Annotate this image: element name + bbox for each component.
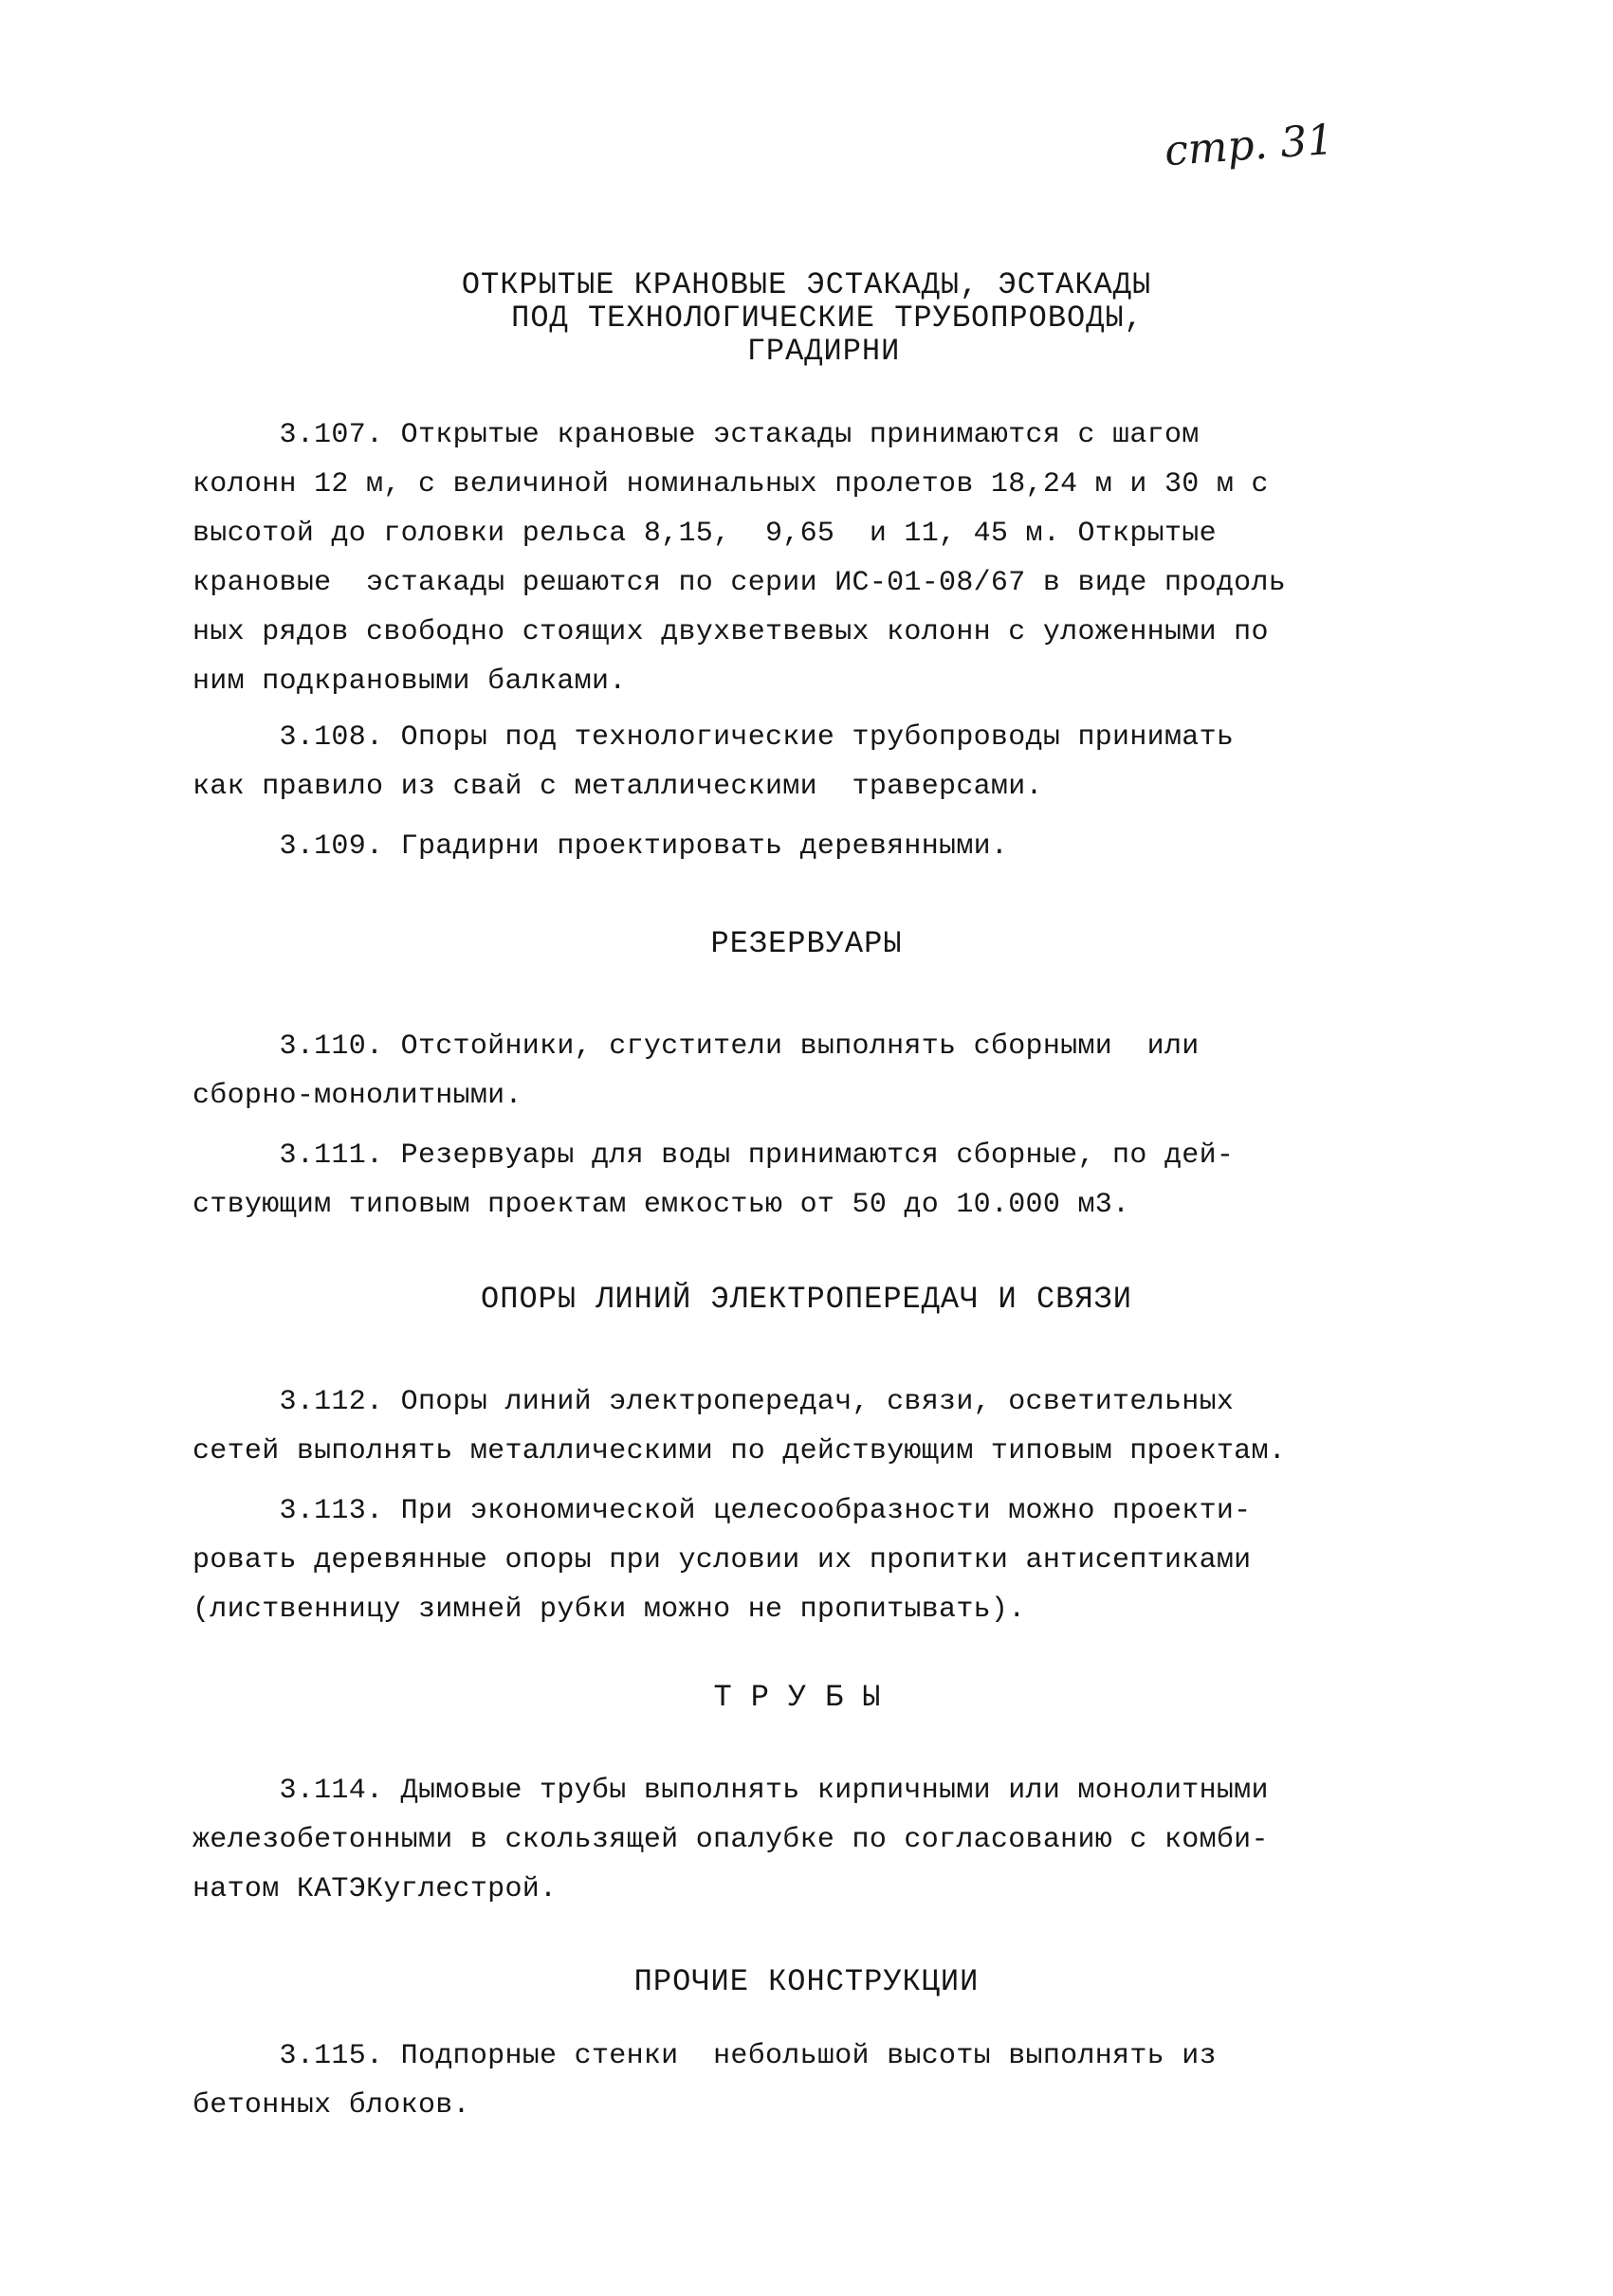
paragraph-3-111 — [192, 1131, 1454, 1230]
text-line: (лиственницу зимней рубки можно не пропитывать). — [192, 1594, 1026, 1626]
text-line: 3.110. Отстойники, сгустители выполнять сборными или — [192, 1030, 1200, 1063]
section-heading-reservoirs — [0, 927, 1613, 960]
text-line: 3.107. Открытые крановые эстакады принимаются с шагом — [192, 419, 1200, 451]
text-line: ровать деревянные опоры при условии их пропитки антисептиками — [192, 1544, 1252, 1576]
heading-line: ПОД ТЕХНОЛОГИЧЕСКИЕ ТРУБОПРОВОДЫ, — [511, 301, 1144, 336]
heading-line: ОТКРЫТЫЕ КРАНОВЫЕ ЭСТАКАДЫ, ЭСТАКАДЫ — [461, 267, 1152, 302]
text-line: 3.114. Дымовые трубы выполнять кирпичными или монолитными — [192, 1775, 1269, 1807]
text-line: железобетонными в скользящей опалубке по согласованию с комби- — [192, 1824, 1269, 1856]
section-heading-pipes — [0, 1681, 1613, 1714]
heading-line: ОПОРЫ ЛИНИЙ ЭЛЕКТРОПЕРЕДАЧ И СВЯЗИ — [481, 1282, 1132, 1317]
text-line: 3.113. При экономической целесообразности можно проекти- — [192, 1495, 1252, 1527]
paragraph-3-107 — [192, 410, 1454, 706]
paragraph-3-110 — [192, 1022, 1454, 1121]
paragraph-3-108 — [192, 713, 1454, 811]
heading-line: ПРОЧИЕ КОНСТРУКЦИИ — [633, 1964, 980, 1999]
section-heading-power-lines — [0, 1283, 1613, 1316]
heading-line: РЕЗЕРВУАРЫ — [710, 926, 903, 961]
text-line: сборно-монолитными. — [192, 1080, 522, 1112]
section-heading-cranes — [0, 268, 1613, 368]
text-line: 3.112. Опоры линий электропередач, связи, осветительных — [192, 1386, 1235, 1418]
heading-line: ТРУБЫ — [713, 1680, 900, 1715]
paragraph-3-112 — [192, 1377, 1454, 1476]
text-line: как правило из свай с металлическими траверсами. — [192, 771, 1043, 803]
text-line: сетей выполнять металлическими по действующим типовым проектам. — [192, 1435, 1287, 1467]
text-line: бетонных блоков. — [192, 2089, 470, 2122]
heading-line: ГРАДИРНИ — [746, 334, 901, 369]
page-number-handwritten: стр. 31 — [1163, 115, 1336, 176]
text-line: ных рядов свободно стоящих двухветвевых колонн с уложенными по — [192, 616, 1269, 648]
paragraph-3-114 — [192, 1766, 1454, 1914]
paragraph-3-109 — [192, 822, 1454, 871]
paragraph-3-113 — [192, 1486, 1454, 1634]
text-line: 3.111. Резервуары для воды принимаются сборные, по дей- — [192, 1139, 1235, 1172]
text-line: 3.108. Опоры под технологические трубопроводы принимать — [192, 721, 1235, 754]
text-line: высотой до головки рельса 8,15, 9,65 и 11, 45 м. Открытые — [192, 518, 1217, 550]
text-line: ствующим типовым проектам емкостью от 50 до 10.000 м3. — [192, 1189, 1130, 1221]
text-line: крановые эстакады решаются по серии ИС-01-08/67 в виде продоль — [192, 567, 1287, 599]
section-heading-other — [0, 1965, 1613, 1998]
text-line: натом КАТЭКуглестрой. — [192, 1873, 558, 1905]
text-line: ним подкрановыми балками. — [192, 665, 627, 698]
text-line: колонн 12 м, с величиной номинальных пролетов 18,24 м и 30 м с — [192, 468, 1269, 501]
text-line: 3.109. Градирни проектировать деревянными. — [192, 830, 1009, 863]
text-line: 3.115. Подпорные стенки небольшой высоты выполнять из — [192, 2040, 1217, 2072]
paragraph-3-115 — [192, 2032, 1454, 2130]
